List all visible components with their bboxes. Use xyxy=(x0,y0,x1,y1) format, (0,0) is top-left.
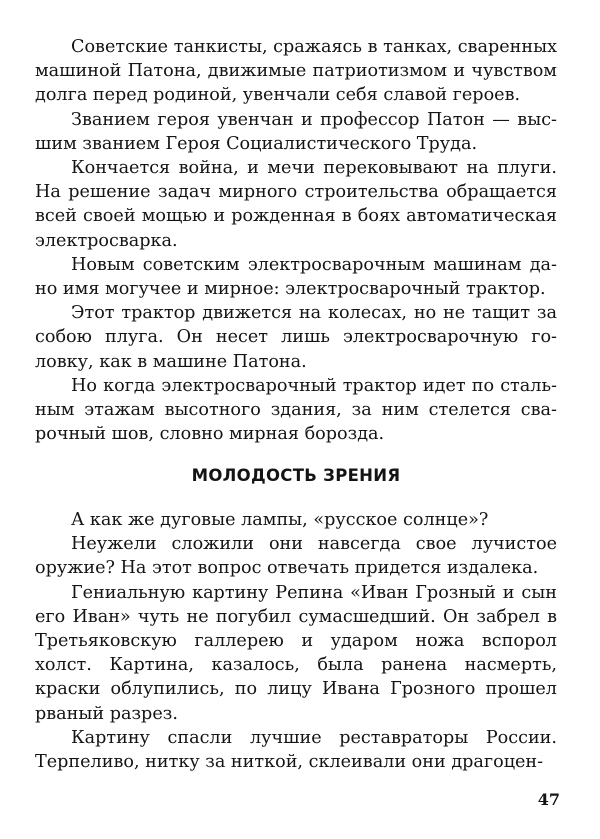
paragraph: Советские танкисты, сражаясь в танках, сваренных машиной Патона, движимые патриотизмом и чувством долга перед родиной, увенчали себя славой героев. xyxy=(35,37,557,106)
paragraph: Картину спасли лучшие реставраторы России. Терпеливо, нитку за ниткой, склеивали они драгоцен- xyxy=(35,727,557,773)
paragraph: Неужели сложили они навсегда свое лучистое оружие? На этот вопрос отвечать придется издалека. xyxy=(35,534,557,579)
paragraph: Новым советским электросварочным машинам дано имя могучее и мирное: электросварочный трактор. xyxy=(35,254,557,300)
paragraph: Этот трактор движется на колесах, но не тащит за собою плуга. Он несет лишь электросварочную головку, как в машине Патона. xyxy=(35,303,557,372)
paragraph: Гениальную картину Репина «Иван Грозный и сын его Иван» чуть не погубил сумасшедший. Он забрел в Третьяковскую галлерею и ударом ножа вспорол холст. Картина, казалось, была ранена насмерть, краски облупились, по лицу Ивана Грозного прошел рваный разрез. xyxy=(35,582,557,724)
paragraph: Званием героя увенчан и профессор Патон — высшим званием Героя Социалистического Труда. xyxy=(35,109,557,154)
section-heading: МОЛОДОСТЬ ЗРЕНИЯ xyxy=(191,466,401,485)
section-2-text xyxy=(35,508,557,774)
page-number: 47 xyxy=(537,790,560,809)
paragraph: Кончается война, и мечи перековывают на плуги. На решение задач мирного строительства обращается всей своей мощью и рожденная в боях автоматическая электросварка. xyxy=(35,158,557,251)
section-1-text xyxy=(35,35,557,446)
paragraph: Но когда электросварочный трактор идет по стальным этажам высотного здания, за ним стелется сварочный шов, словно мирная борозда. xyxy=(35,375,557,445)
paragraph: А как же дуговые лампы, «русское солнце»? xyxy=(71,510,489,530)
